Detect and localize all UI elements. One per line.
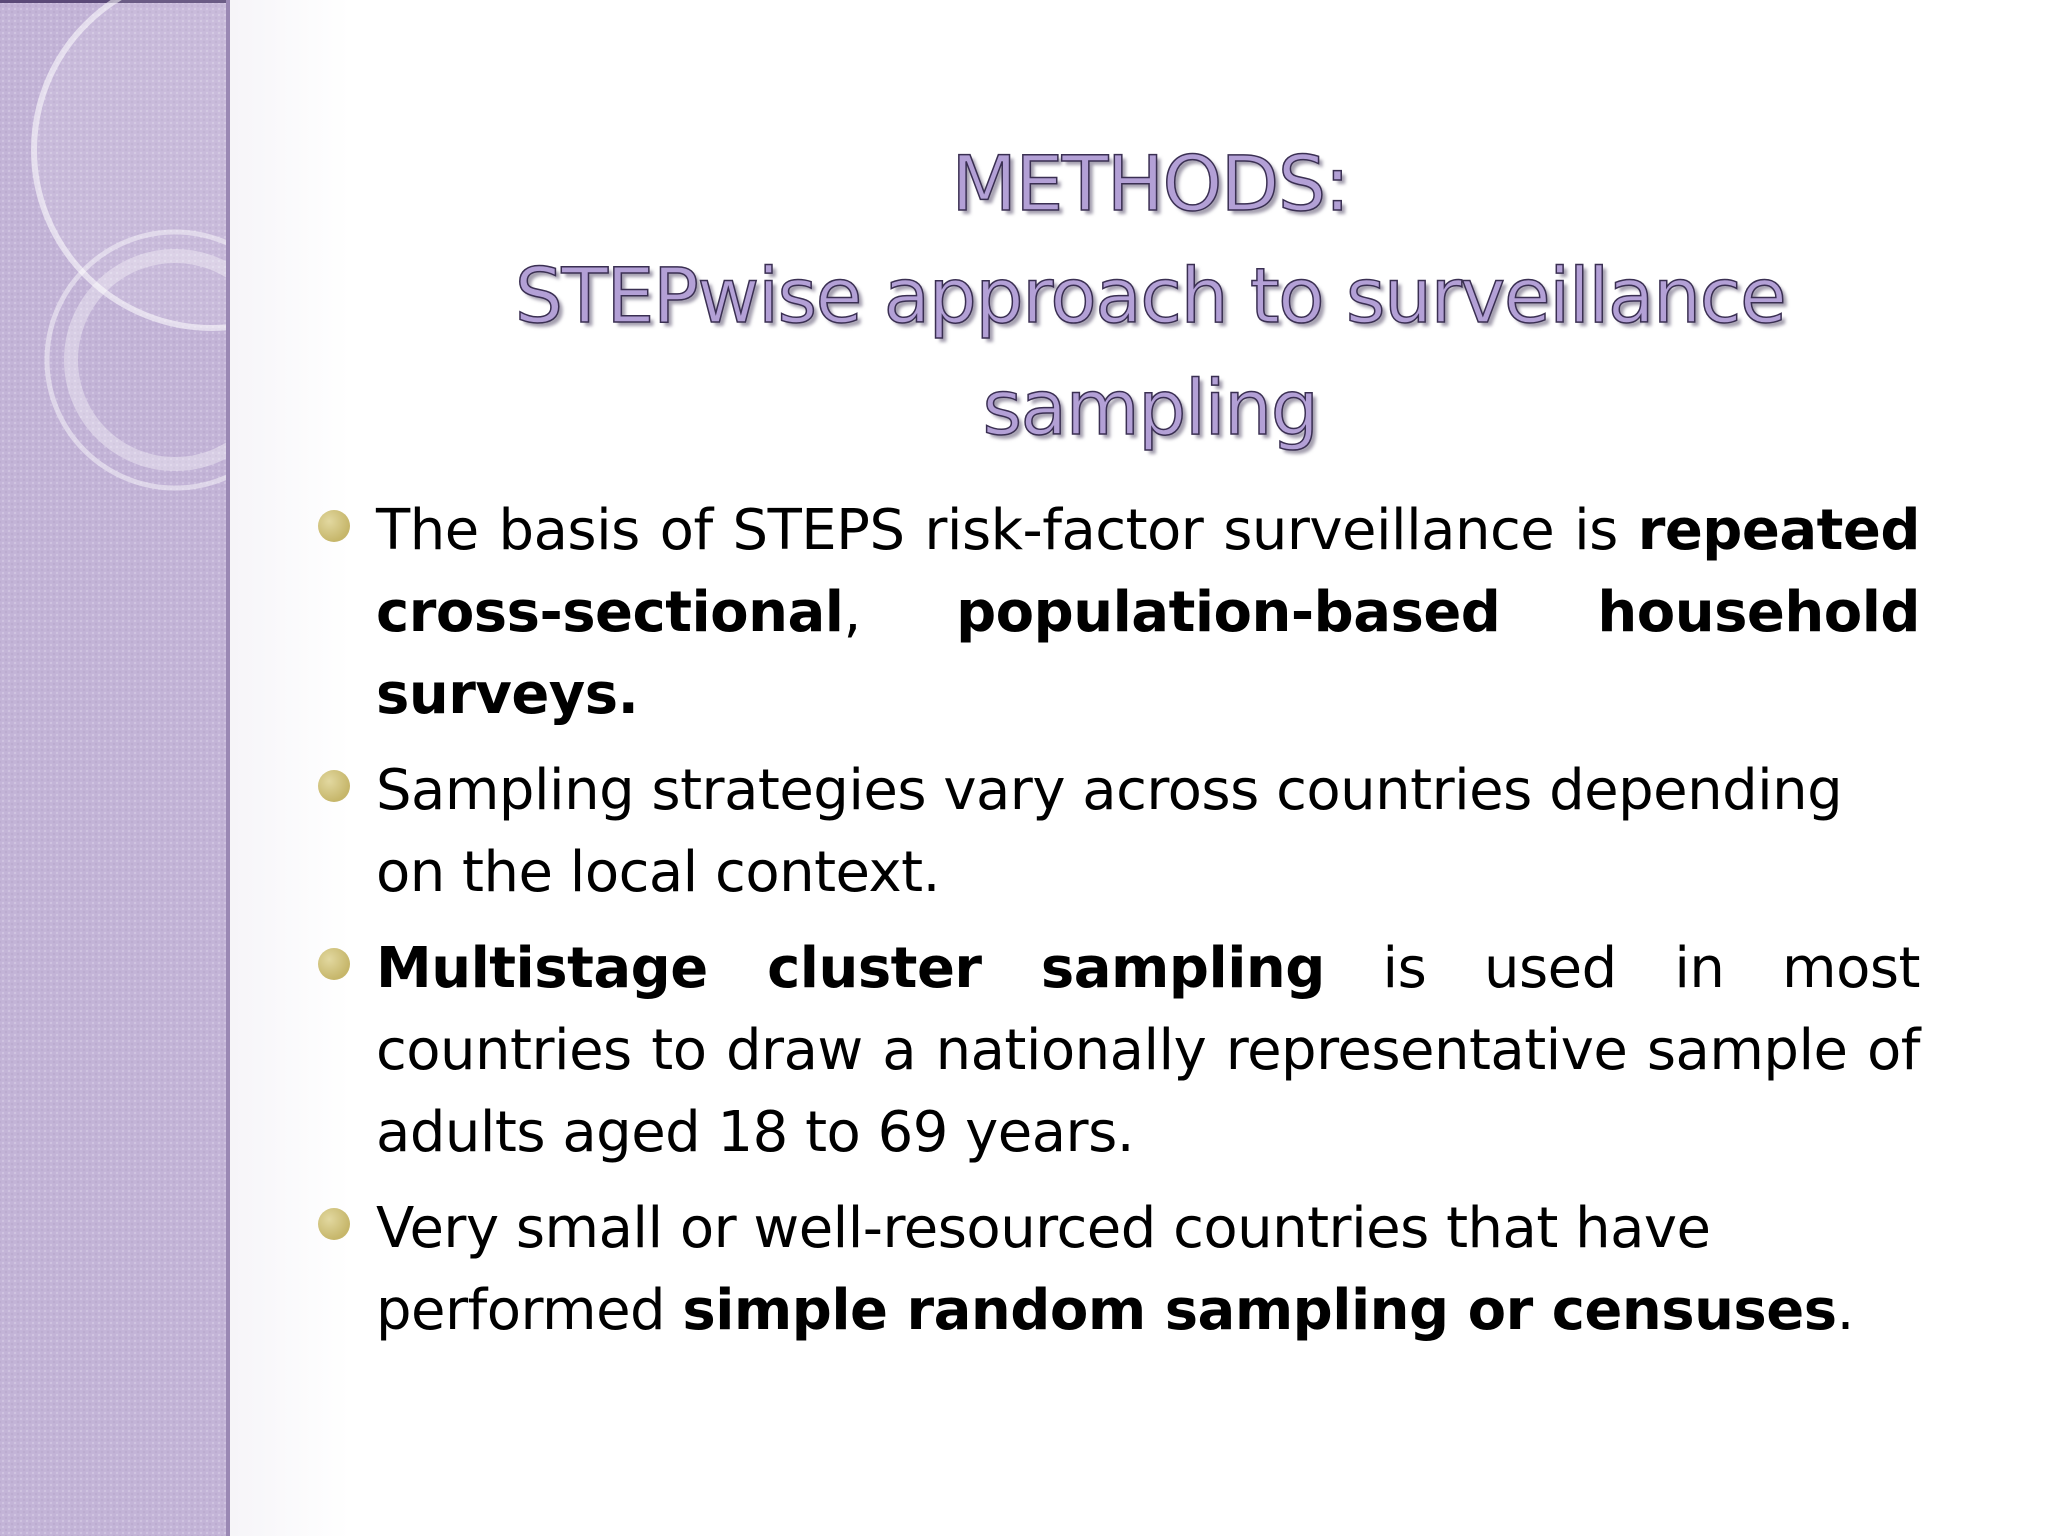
bullet-text: Sampling strategies vary across countries depending on the local context. (376, 758, 1843, 905)
bullet-text: The basis of STEPS risk-factor surveillance is (376, 498, 1638, 563)
bullet-item (310, 928, 1920, 1174)
bullet-dot-icon (318, 1208, 350, 1240)
title-line-3: sampling (982, 363, 1318, 452)
slide-title (420, 128, 1880, 464)
decorative-circles (0, 0, 228, 560)
bullet-bold-text: Multistage cluster sampling (376, 936, 1325, 1001)
bullet-text: , (843, 580, 957, 645)
bullet-text: Very small or well-resourced countries that have performed (376, 1196, 1711, 1343)
title-line-2: STEPwise approach to surveillance (514, 251, 1786, 340)
bullet-bold-text: population-based household surveys. (376, 580, 1920, 727)
bullet-bold-text: repeated cross-sectional (376, 498, 1920, 645)
title-line-1: METHODS: (951, 139, 1349, 228)
bullet-text: is used in most countries to draw a nationally representative sample of adults aged 18 to 69 years. (376, 936, 1920, 1165)
bullet-bold-text: simple random sampling or censuses (682, 1278, 1837, 1343)
bullet-item (310, 1188, 1920, 1352)
decorative-sidebar (0, 0, 228, 1536)
bullet-text: . (1836, 1278, 1854, 1343)
bullet-dot-icon (318, 770, 350, 802)
bullet-dot-icon (318, 510, 350, 542)
bullet-item (310, 750, 1920, 914)
bullet-list (310, 490, 1920, 1366)
bullet-item (310, 490, 1920, 736)
bullet-dot-icon (318, 948, 350, 980)
